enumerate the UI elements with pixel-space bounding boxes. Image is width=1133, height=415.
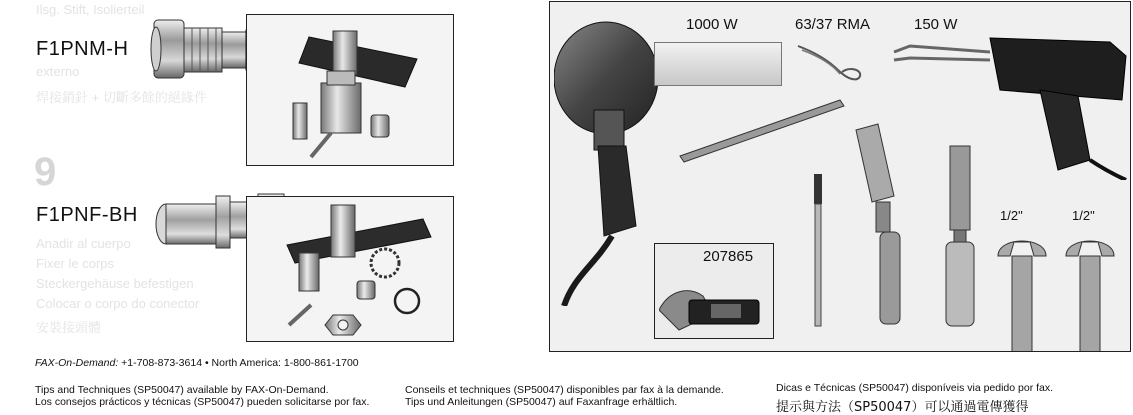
tools-panel (549, 1, 1131, 352)
bleed-line-1: Anadir al cuerpo (36, 236, 131, 251)
bleed-line-4: Colocar o corpo do conector (36, 296, 200, 311)
fax-on-demand-line (35, 357, 359, 369)
bleed-line-2: Fixer le corps (36, 256, 115, 271)
file-tool-photo (676, 94, 846, 164)
bleed-upper-1: Ilsg. Stift, Isolierteil (36, 2, 145, 17)
bleed-step-number: 9 (34, 150, 57, 194)
wrench-right-photo (1062, 232, 1118, 352)
bleed-upper-3: 焊接銷針 + 切斷多餘的絕緣件 (36, 90, 207, 105)
razor-knife-photo (850, 120, 910, 330)
tips-de: Tips und Anleitungen (SP50047) auf Faxanfrage erhältlich. (405, 396, 678, 408)
wire-brush-photo (804, 170, 834, 332)
inset-207865 (654, 243, 774, 339)
tips-pt: Dicas e Técnicas (SP50047) disponíveis via pedido por fax. (776, 382, 1054, 394)
tips-zh: 提示與方法（SP50047）可以通過電傳獲得 (776, 400, 1029, 415)
cable-stripper-photo (659, 270, 769, 334)
fax-numbers: +1-708-873-3614 • North America: 1-800-861-1700 (121, 357, 359, 369)
part-label-f1pnf-bh: F1PNF-BH (36, 204, 138, 226)
bleed-upper-2: externo (36, 64, 80, 79)
heat-gun-wattage-label: 1000 W (686, 16, 738, 33)
wrench-right-size-label: 1/2" (1072, 208, 1095, 223)
soldering-gun-wattage-label: 150 W (914, 16, 958, 33)
wrench-left-photo (994, 232, 1050, 352)
exploded-view-box-upper (246, 14, 454, 166)
inset-part-number-label: 207865 (703, 248, 754, 265)
solder-type-label: 63/37 RMA (795, 16, 871, 33)
fax-on-demand-label: FAX-On-Demand: (35, 357, 119, 369)
connector-f1pnm-h-exploded-photo (247, 15, 452, 164)
heat-gun-nozzle (654, 42, 782, 86)
bleed-line-5: 安裝接頭體 (36, 320, 102, 335)
part-label-f1pnm-h: F1PNM-H (36, 38, 129, 60)
tips-en: Tips and Techniques (SP50047) available by FAX-On-Demand. (35, 384, 329, 396)
tips-fr: Conseils et techniques (SP50047) disponibles par fax à la demande. (405, 384, 724, 396)
soldering-gun-photo (890, 30, 1128, 180)
connector-f1pnf-bh-exploded-photo (247, 197, 452, 340)
solder-wire-photo (794, 42, 864, 88)
wrench-left-size-label: 1/2" (1000, 208, 1023, 223)
exploded-view-box-lower (246, 196, 454, 342)
tips-es: Los consejos prácticos y técnicas (SP50047) pueden solicitarse por fax. (35, 396, 370, 408)
chisel-photo (938, 142, 982, 330)
bleed-line-3: Steckergehäuse befestigen (36, 276, 194, 291)
